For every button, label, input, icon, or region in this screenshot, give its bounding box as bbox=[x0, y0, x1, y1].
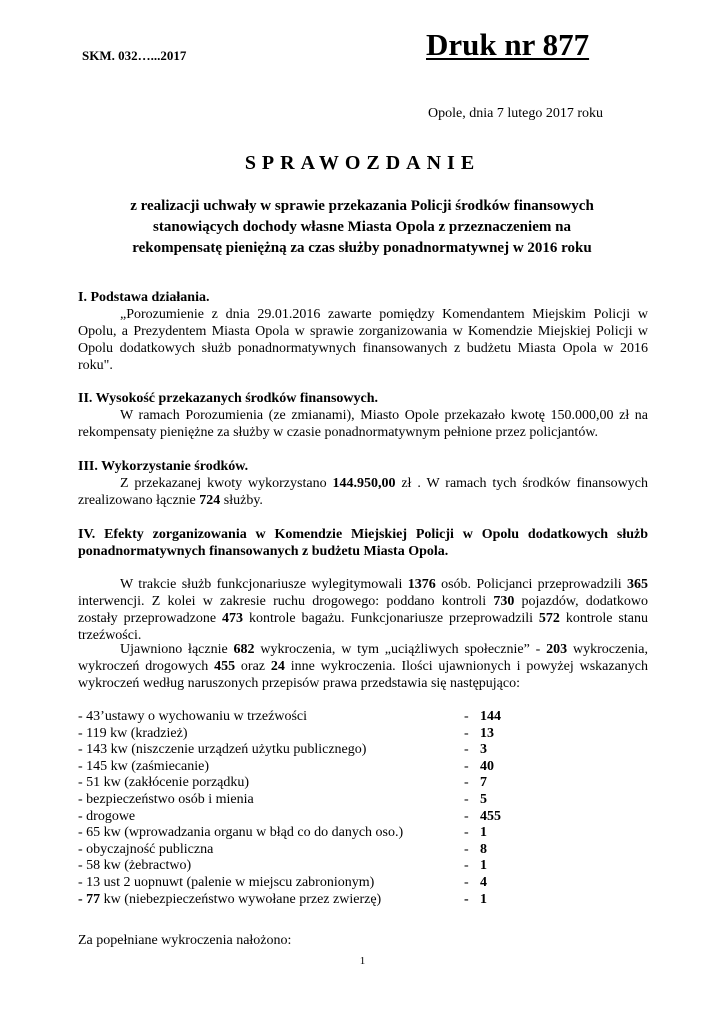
document-date: Opole, dnia 7 lutego 2017 roku bbox=[428, 106, 603, 121]
section-3-heading: III. Wykorzystanie środków. bbox=[78, 459, 249, 474]
subtitle-line: z realizacji uchwały w sprawie przekazania Policji środków finansowych bbox=[130, 198, 594, 214]
offense-row: - drogowe - 455 bbox=[78, 808, 501, 824]
offense-row: - 51 kw (zakłócenie porządku) - 7 bbox=[78, 775, 487, 791]
offense-row: - 119 kw (kradzież) - 13 bbox=[78, 725, 494, 741]
offense-row: - 58 kw (żebractwo) - 1 bbox=[78, 858, 487, 874]
section-2-text: W ramach Porozumienia (ze zmianami), Miasto Opole przekazało kwotę 150.000,00 zł na rekompensaty pieniężne za służby w czasie ponadnormatywnym pełnione przez policjantów. bbox=[78, 408, 648, 440]
service-count: 724 bbox=[199, 493, 221, 508]
used-amount: 144.950,00 bbox=[332, 476, 396, 491]
section-2-heading: II. Wysokość przekazanych środków finansowych. bbox=[78, 391, 379, 406]
offense-row: - 77 kw (niebezpieczeństwo wywołane przez zwierzę) - 1 bbox=[78, 891, 487, 907]
document-title: SPRAWOZDANIE bbox=[244, 152, 481, 174]
offense-row: - bezpieczeństwo osób i mienia - 5 bbox=[78, 791, 487, 807]
subtitle-line: rekompensatę pieniężną za czas służby ponadnormatywnej w 2016 roku bbox=[132, 240, 592, 256]
offense-row: - 65 kw (wprowadzania organu w błąd co do danych oso.) - 1 bbox=[78, 825, 487, 841]
offense-row: - 13 ust 2 uopnuwt (palenie w miejscu zabronionym) - 4 bbox=[78, 874, 487, 890]
offense-row: - 143 kw (niszczenie urządzeń użytku publicznego) - 3 bbox=[78, 742, 487, 758]
offense-list bbox=[78, 709, 638, 908]
section-4-heading: IV. Efekty zorganizowania w Komendzie Miejskiej Policji w Opolu dodatkowych służb ponadnormatywnych finansowanych z budżetu Miasta Opola. bbox=[78, 527, 648, 559]
print-number: Druk nr 877 bbox=[426, 27, 590, 62]
document-reference: SKM. 032…...2017 bbox=[82, 48, 187, 63]
subtitle-line: stanowiących dochody własne Miasta Opola z przeznaczeniem na bbox=[153, 219, 571, 235]
offense-row: - 43’ustawy o wychowaniu w trzeźwości - 144 bbox=[78, 709, 501, 724]
closing-line: Za popełniane wykroczenia nałożono: bbox=[78, 933, 292, 948]
section-1-text: „Porozumienie z dnia 29.01.2016 zawarte pomiędzy Komendantem Miejskim Policji w Opolu, a Prezydentem Miasta Opola w sprawie zorganizowania w Komendzie Miejskiej Policji w Opolu dodatkowych służb ponadnormatywnych finansowanych z budżetu Miasta Opola w 2016 roku". bbox=[78, 307, 648, 373]
section-3-text: Z przekazanej kwoty wykorzystano 144.950,00 zł . W ramach tych środków finansowych zrealizowano łącznie 724 służby. bbox=[78, 476, 648, 508]
page-number: 1 bbox=[359, 955, 366, 967]
offense-row: - obyczajność publiczna - 8 bbox=[78, 841, 487, 857]
section-4-paragraph-1: W trakcie służb funkcjonariusze wylegitymowali 1376 osób. Policjanci przeprowadzili 365 interwencji. Z kolei w zakresie ruchu drogowego: poddano kontroli 730 pojazdów, dodatkowo zostały przeprowadzone 473 kontrole bagażu. Funkcjonariusze przeprowadzili 572 kontrole stanu trzeźwości. bbox=[78, 577, 649, 643]
section-1-heading: I. Podstawa działania. bbox=[78, 290, 210, 305]
offense-row: - 145 kw (zaśmiecanie) - 40 bbox=[78, 758, 494, 774]
section-4-paragraph-2: Ujawniono łącznie 682 wykroczenia, w tym „uciążliwych społecznie” - 203 wykroczenia, wykroczeń drogowych 455 oraz 24 inne wykroczenia. Ilości ujawnionych i powyżej wskazanych wykroczeń według naruszonych przepisów prawa przedstawia się następująco: bbox=[78, 642, 648, 691]
document-subtitle bbox=[82, 196, 642, 259]
